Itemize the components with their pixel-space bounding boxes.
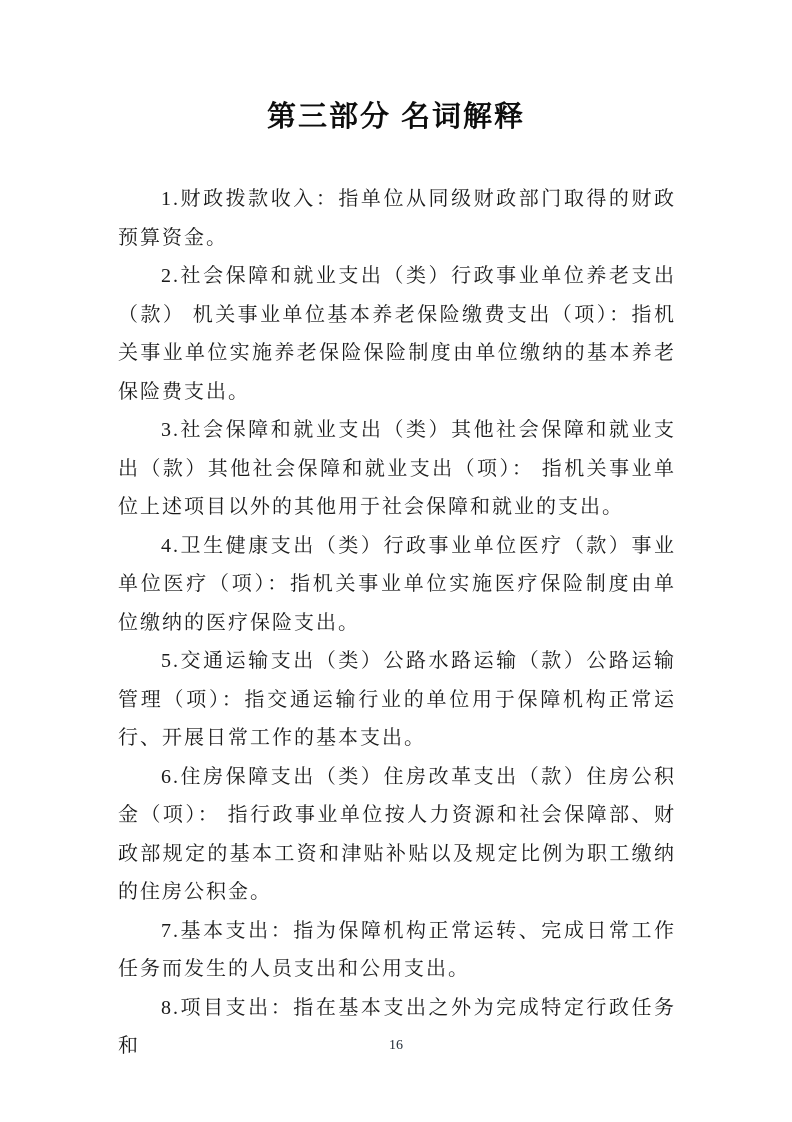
definition-paragraph-2: 2.社会保障和就业支出（类）行政事业单位养老支出（款） 机关事业单位基本养老保险缴费支出（项）：指机关事业单位实施养老保险保险制度由单位缴纳的基本养老保险费支出。 [118, 265, 676, 403]
definition-paragraph-6: 6.住房保障支出（类）住房改革支出（款）住房公积金（项）： 指行政事业单位按人力资源和社会保障部、财政部规定的基本工资和津贴补贴以及规定比例为职工缴纳的住房公积金。 [118, 765, 676, 903]
page-title: 第三部分 名词解释 [266, 101, 526, 133]
definition-paragraph-4: 4.卫生健康支出（类）行政事业单位医疗（款）事业单位医疗（项）：指机关事业单位实施医疗保险制度由单位缴纳的医疗保险支出。 [118, 534, 676, 634]
glossary-content [118, 180, 676, 1066]
definition-paragraph-5: 5.交通运输支出（类）公路水路运输（款）公路运输管理（项）：指交通运输行业的单位用于保障机构正常运行、开展日常工作的基本支出。 [118, 650, 676, 749]
definition-paragraph-7: 7.基本支出：指为保障机构正常运转、完成日常工作任务而发生的人员支出和公用支出。 [118, 919, 676, 980]
definition-paragraph-8: 8.项目支出：指在基本支出之外为完成特定行政任务和 [118, 996, 676, 1057]
definition-paragraph-1: 1.财政拨款收入：指单位从同级财政部门取得的财政预算资金。 [118, 188, 676, 249]
definition-paragraph-3: 3.社会保障和就业支出（类）其他社会保障和就业支出（款）其他社会保障和就业支出（项）： 指机关事业单位上述项目以外的其他用于社会保障和就业的支出。 [118, 419, 676, 518]
page-number: 16 [389, 1038, 403, 1053]
